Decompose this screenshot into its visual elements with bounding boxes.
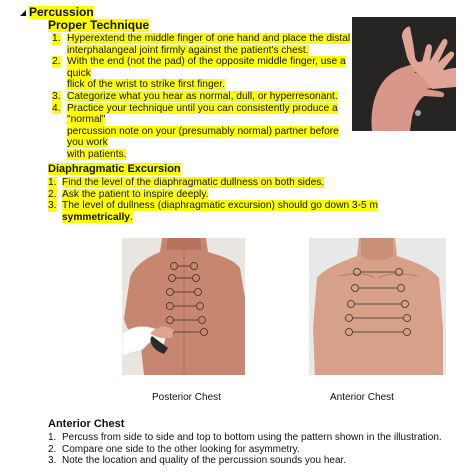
- item-text: Compare one side to the other looking for asymmetry.: [62, 443, 300, 455]
- item-line: with patients.: [67, 148, 127, 160]
- list-item: [48, 444, 468, 456]
- item-line: Practice your technique until you can consistently produce a "normal": [67, 102, 338, 126]
- anterior-chest-list: [48, 432, 468, 467]
- list-item: [52, 91, 352, 103]
- list-item: [48, 200, 428, 223]
- proper-technique-title: Proper Technique: [48, 18, 150, 32]
- item-number: 3.: [52, 90, 61, 102]
- diaphragmatic-list: [48, 177, 428, 223]
- item-number: 1.: [48, 177, 57, 188]
- item-number: 4.: [52, 102, 61, 114]
- item-line: Hyperextend the middle finger of one hand and place the distal: [67, 33, 351, 44]
- item-line: flick of the wrist to strike first finger.: [67, 79, 225, 91]
- anterior-chest-caption: Anterior Chest: [330, 392, 394, 403]
- item-number: 2.: [52, 56, 61, 68]
- item-number: 1.: [48, 432, 57, 443]
- item-text: Percuss from side to side and top to bottom using the pattern shown in the illustration.: [62, 432, 442, 443]
- item-line: With the end (not the pad) of the opposite middle finger, use a quick: [67, 56, 346, 79]
- section-title: Percussion: [29, 5, 94, 19]
- item-line: percussion note on your (presumably normal) partner before you work: [67, 125, 339, 149]
- item-text: Find the level of the diaphragmatic dullness on both sides.: [62, 177, 325, 188]
- percussion-hands-photo: [352, 17, 456, 131]
- hands-illustration: [352, 17, 456, 131]
- item-number: 2.: [48, 443, 57, 455]
- figure-credit: ·: [150, 376, 151, 380]
- item-text: The level of dullness (diaphragmatic excursion) should go down 3-5 m: [62, 200, 378, 212]
- list-item: [48, 177, 428, 189]
- item-text: .: [129, 211, 133, 223]
- list-item: [48, 432, 468, 444]
- list-item: [52, 33, 352, 56]
- anterior-chest-illustration: [309, 238, 446, 375]
- list-item: [52, 56, 352, 91]
- proper-technique-list: [52, 33, 352, 161]
- item-line: interphalangeal joint firmly against the patient's chest.: [67, 44, 309, 56]
- figure-credit: ·: [340, 376, 341, 380]
- item-text: Ask the patient to inspire deeply.: [62, 188, 209, 200]
- item-line: Categorize what you hear as normal, dull, or hyperresonant.: [67, 90, 338, 102]
- collapse-triangle-icon[interactable]: [20, 10, 26, 16]
- item-number: 1.: [52, 33, 61, 44]
- anterior-chest-photo: [309, 238, 446, 375]
- anterior-chest-title: Anterior Chest: [48, 418, 125, 430]
- posterior-chest-caption: Posterior Chest: [152, 392, 221, 403]
- item-text: Note the location and quality of the percussion sounds you hear.: [62, 455, 347, 466]
- item-number: 3.: [48, 455, 57, 466]
- list-item: [48, 189, 428, 201]
- list-item: [48, 455, 468, 467]
- diaphragmatic-excursion-title: Diaphragmatic Excursion: [48, 163, 181, 175]
- posterior-chest-photo: [122, 238, 245, 375]
- item-text-bold: symmetrically: [62, 211, 130, 223]
- item-number: 2.: [48, 188, 57, 200]
- list-item: [52, 103, 352, 161]
- item-number: 3.: [48, 200, 57, 212]
- posterior-chest-illustration: [122, 238, 245, 375]
